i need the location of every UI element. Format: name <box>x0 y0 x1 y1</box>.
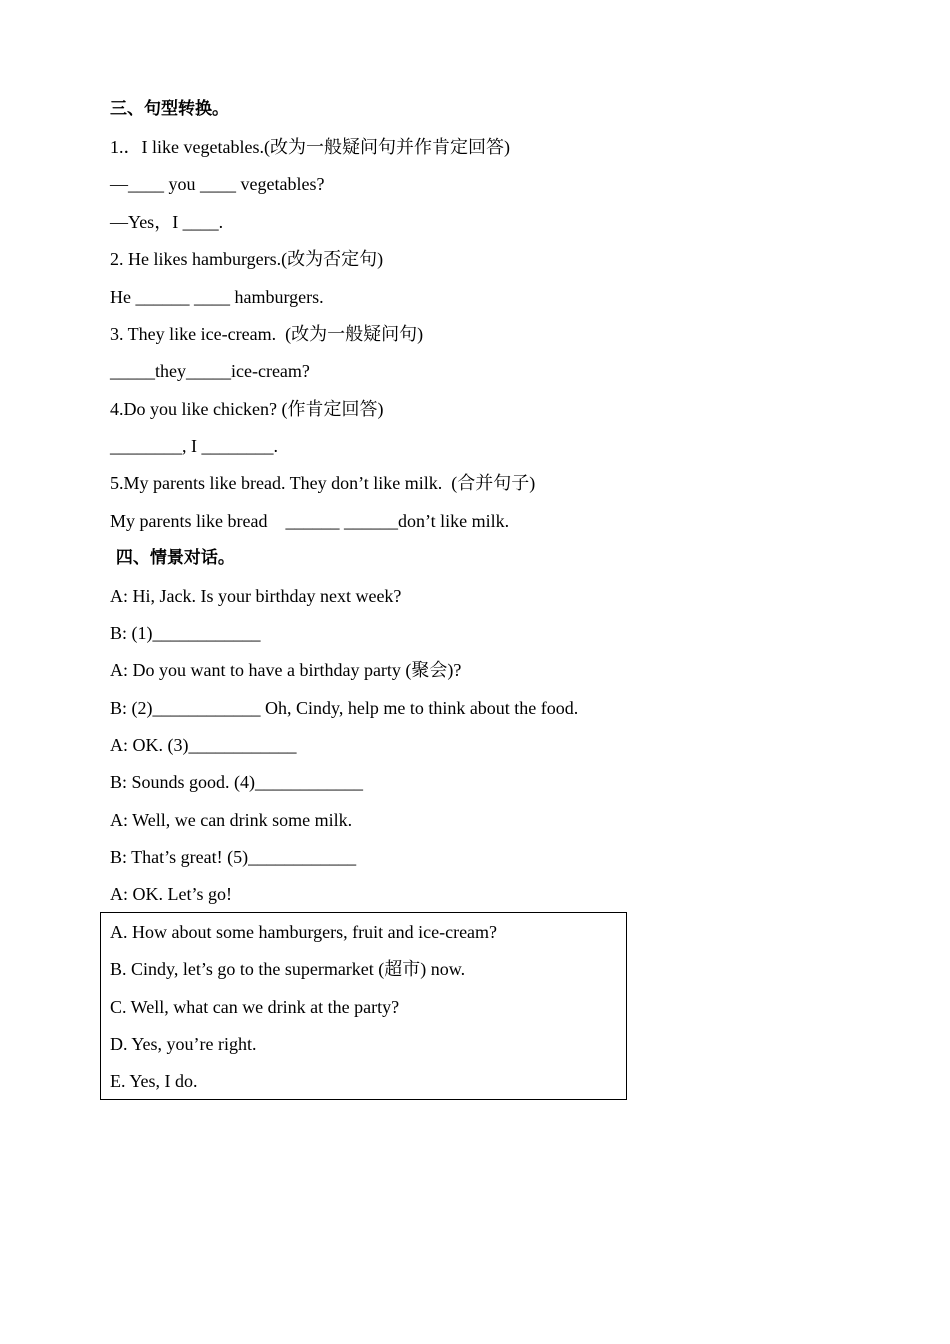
dialogue-line: A: OK. (3)____________ <box>110 735 297 755</box>
question-5-blank-line: My parents like bread ______ ______don’t like milk. <box>110 511 510 531</box>
dialogue-line: B: That’s great! (5)____________ <box>110 847 357 867</box>
dialogue-line: A: OK. Let’s go! <box>110 884 232 904</box>
question-1-answer-line: —Yes，I ____. <box>110 212 224 232</box>
section-4-heading: 四、情景对话。 <box>110 548 235 568</box>
section-3-heading: 三、句型转换。 <box>110 99 229 119</box>
answer-option-b: B. Cindy, let’s go to the supermarket (超市) now. <box>110 959 466 979</box>
answer-option-a: A. How about some hamburgers, fruit and ice-cream? <box>110 922 498 942</box>
question-1-blank-line: —____ you ____ vegetables? <box>110 174 325 194</box>
question-4-blank-line: ________, I ________. <box>110 436 278 456</box>
question-3: 3. They like ice-cream. (改为一般疑问句) <box>110 324 424 344</box>
dialogue-line: B: Sounds good. (4)____________ <box>110 772 364 792</box>
dialogue-line: B: (2)____________ Oh, Cindy, help me to think about the food. <box>110 698 579 718</box>
question-1: 1.．I like vegetables.(改为一般疑问句并作肯定回答) <box>110 137 510 157</box>
question-2-blank-line: He ______ ____ hamburgers. <box>110 287 324 307</box>
question-2: 2. He likes hamburgers.(改为否定句) <box>110 249 384 269</box>
dialogue-line: A: Well, we can drink some milk. <box>110 810 353 830</box>
dialogue-line: A: Hi, Jack. Is your birthday next week? <box>110 586 402 606</box>
answer-option-c: C. Well, what can we drink at the party? <box>110 997 400 1017</box>
question-4: 4.Do you like chicken? (作肯定回答) <box>110 399 384 419</box>
answer-option-e: E. Yes, I do. <box>110 1071 198 1091</box>
dialogue-line: A: Do you want to have a birthday party (聚会)? <box>110 660 462 680</box>
question-3-blank-line: _____they_____ice-cream? <box>110 361 310 381</box>
dialogue-line: B: (1)____________ <box>110 623 261 643</box>
question-5: 5.My parents like bread. They don’t like milk. (合并句子) <box>110 473 536 493</box>
answer-option-d: D. Yes, you’re right. <box>110 1034 257 1054</box>
